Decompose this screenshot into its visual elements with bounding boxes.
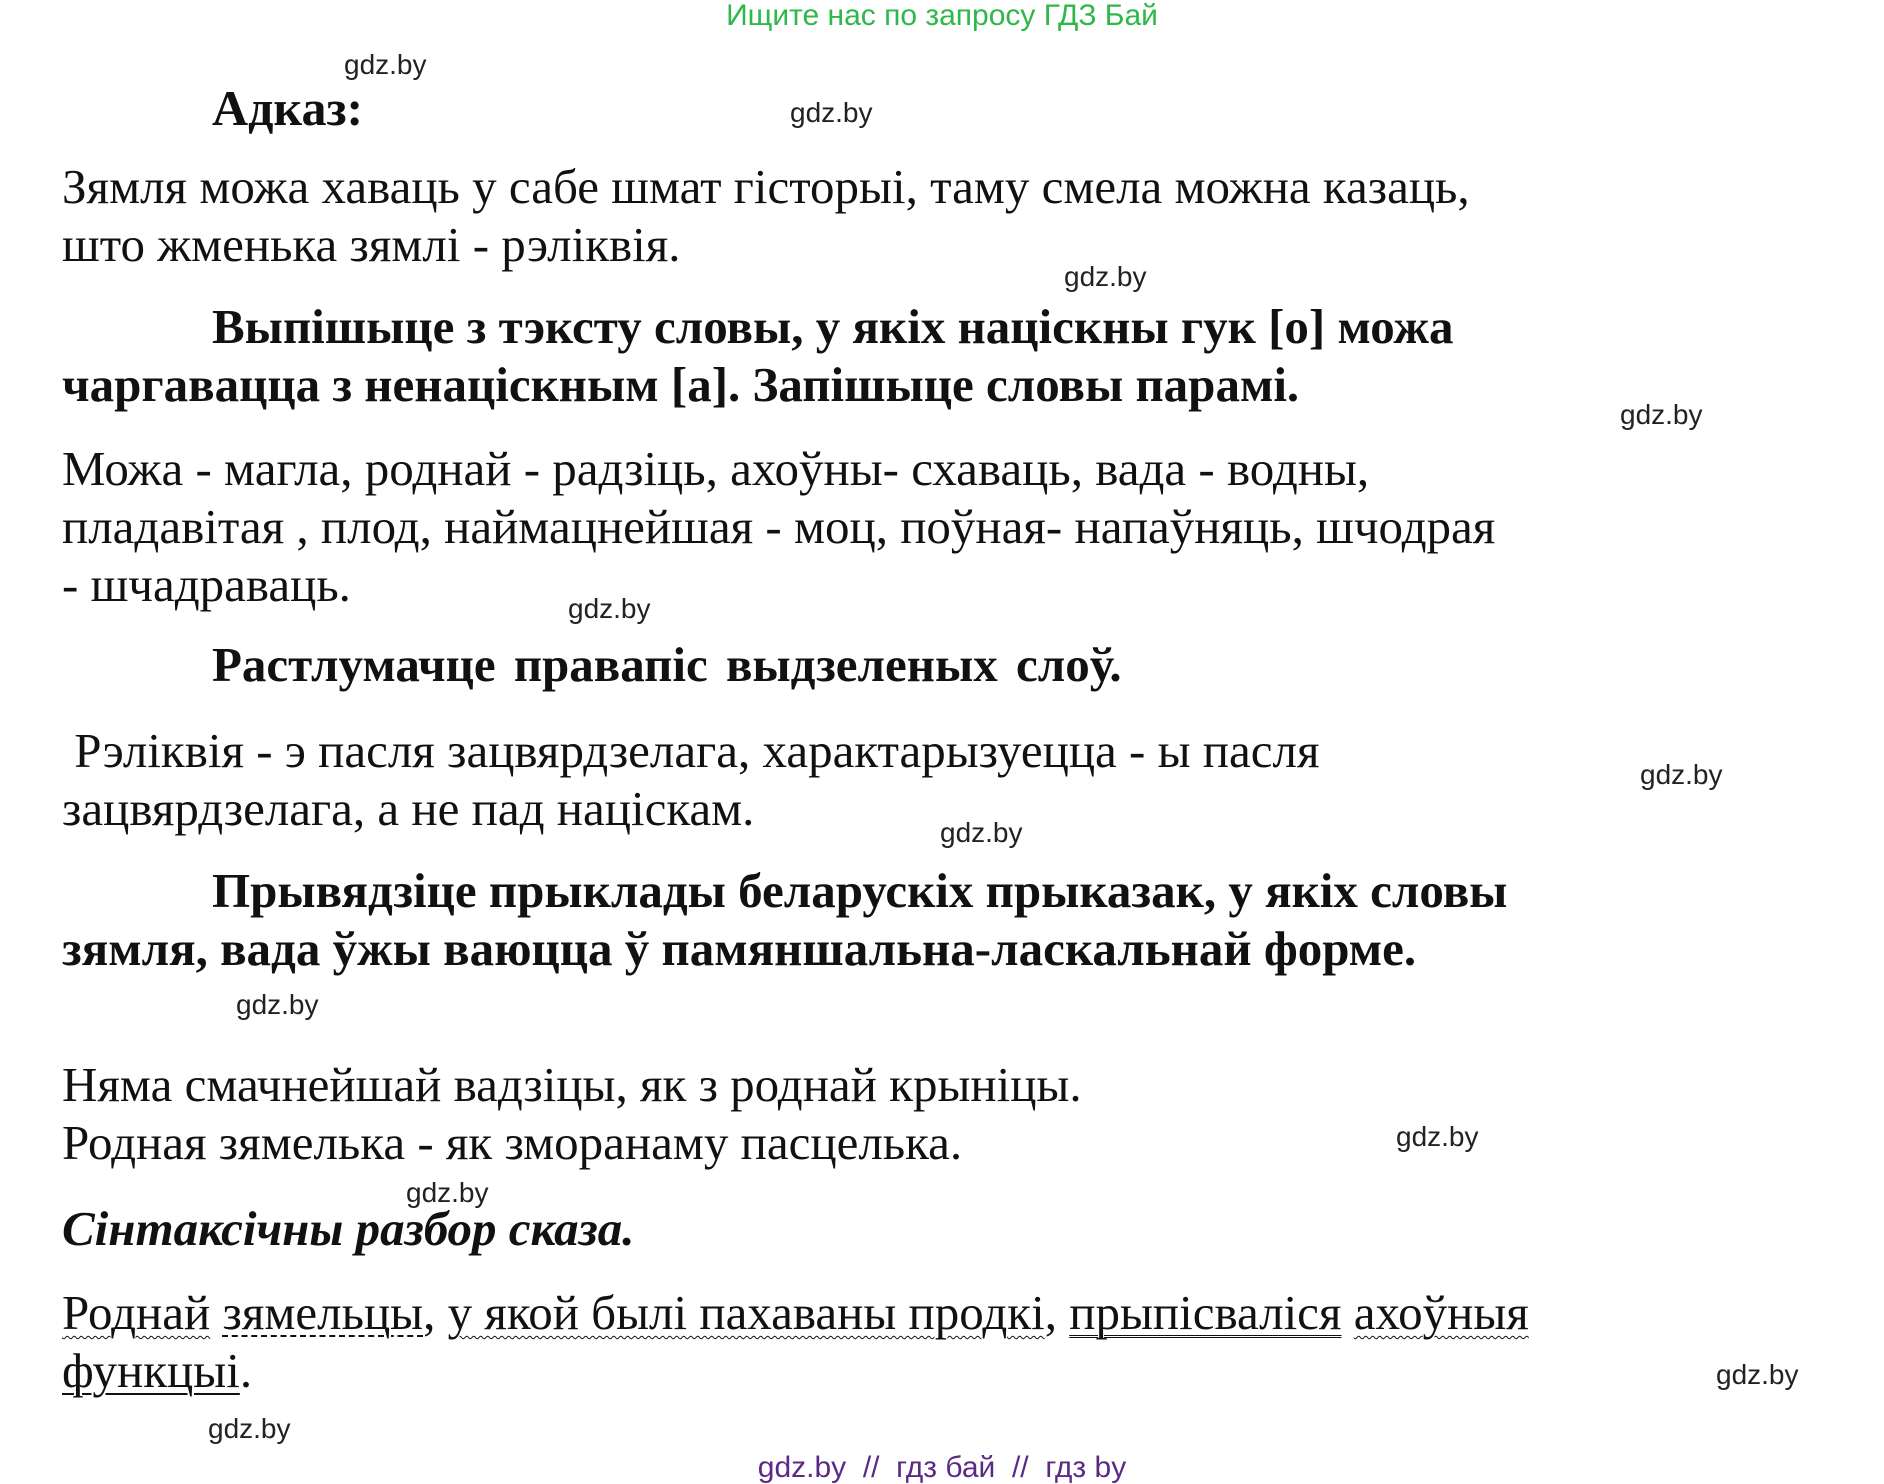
predicate-word: прыпісваліся	[1069, 1285, 1342, 1340]
text-line: - шчадраваць.	[62, 557, 351, 612]
watermark: gdz.by	[1716, 1359, 1799, 1390]
parse-line	[62, 1284, 1842, 1342]
text-line: што жменька зямлі - рэліквія.	[62, 217, 681, 272]
answer-paragraph-2	[62, 440, 1842, 614]
task-line: зямля, вада ўжы ваюцца ў памяншальна-ласкальнай форме.	[62, 921, 1417, 976]
task-line: Растлумачце правапіс выдзеленых слоў.	[212, 637, 1122, 692]
top-banner: Ищите нас по запросу ГДЗ Бай	[726, 0, 1158, 32]
attributive-clause: у якой былі пахаваны продкі	[447, 1285, 1045, 1340]
text-line: Рэліквія - э пасля зацвярдзелага, характарызуецца - ы пасля	[62, 723, 1320, 778]
object-word: зямельцы	[222, 1285, 424, 1340]
footer-links: gdz.by // гдз бай // гдз by	[757, 1451, 1127, 1484]
watermark: gdz.by	[1396, 1121, 1479, 1152]
punctuation: .	[239, 1343, 253, 1398]
proverb-line: Родная зямелька - як зморанаму пасцелька.	[62, 1115, 963, 1170]
watermark: gdz.by	[208, 1413, 291, 1444]
task-4	[62, 1200, 1842, 1258]
text-line: зацвярдзелага, а не пад націскам.	[62, 781, 755, 836]
watermark: gdz.by	[1620, 399, 1703, 430]
subject-word: функцыі	[62, 1343, 240, 1398]
proverb-line: Няма смачнейшай вадзіцы, як з роднай крыніцы.	[62, 1057, 1082, 1112]
attribute-word: Роднай	[62, 1285, 211, 1340]
answer-heading: Адказ:	[212, 80, 364, 136]
task-2	[62, 636, 1842, 694]
attribute-word: ахоўныя	[1353, 1285, 1529, 1340]
watermark: gdz.by	[406, 1177, 489, 1208]
watermark: gdz.by	[568, 593, 651, 624]
answer-paragraph-1	[62, 158, 1842, 274]
answer-paragraph-4	[62, 1056, 1842, 1172]
watermark: gdz.by	[790, 97, 873, 128]
task-line: Сінтаксічны разбор сказа.	[62, 1201, 635, 1256]
punctuation: ,	[1044, 1285, 1070, 1340]
task-1	[62, 298, 1842, 414]
task-line: чаргавацца з ненаціскным [а]. Запішыце словы парамі.	[62, 357, 1300, 412]
punctuation: ,	[423, 1285, 448, 1340]
watermark: gdz.by	[940, 817, 1023, 848]
sentence-parse	[62, 1284, 1842, 1400]
task-line: Прывядзіце прыклады беларускіх прыказак, у якіх словы	[212, 863, 1508, 918]
task-3	[62, 862, 1842, 978]
task-line: Выпішыце з тэксту словы, у якіх націскны гук [о] можа	[212, 299, 1454, 354]
answer-paragraph-3	[62, 722, 1842, 838]
watermark: gdz.by	[1640, 759, 1723, 790]
watermark: gdz.by	[1064, 261, 1147, 292]
text-line: пладавітая , плод, наймацнейшая - моц, поўная- напаўняць, шчодрая	[62, 499, 1496, 554]
watermark: gdz.by	[236, 989, 319, 1020]
text-line: Можа - магла, роднай - радзіць, ахоўны- схаваць, вада - водны,	[62, 441, 1370, 496]
parse-line	[62, 1342, 1842, 1400]
text-line: Зямля можа хаваць у сабе шмат гісторыі, таму смела можна казаць,	[62, 159, 1470, 214]
watermark: gdz.by	[344, 49, 427, 80]
space	[1341, 1285, 1353, 1340]
